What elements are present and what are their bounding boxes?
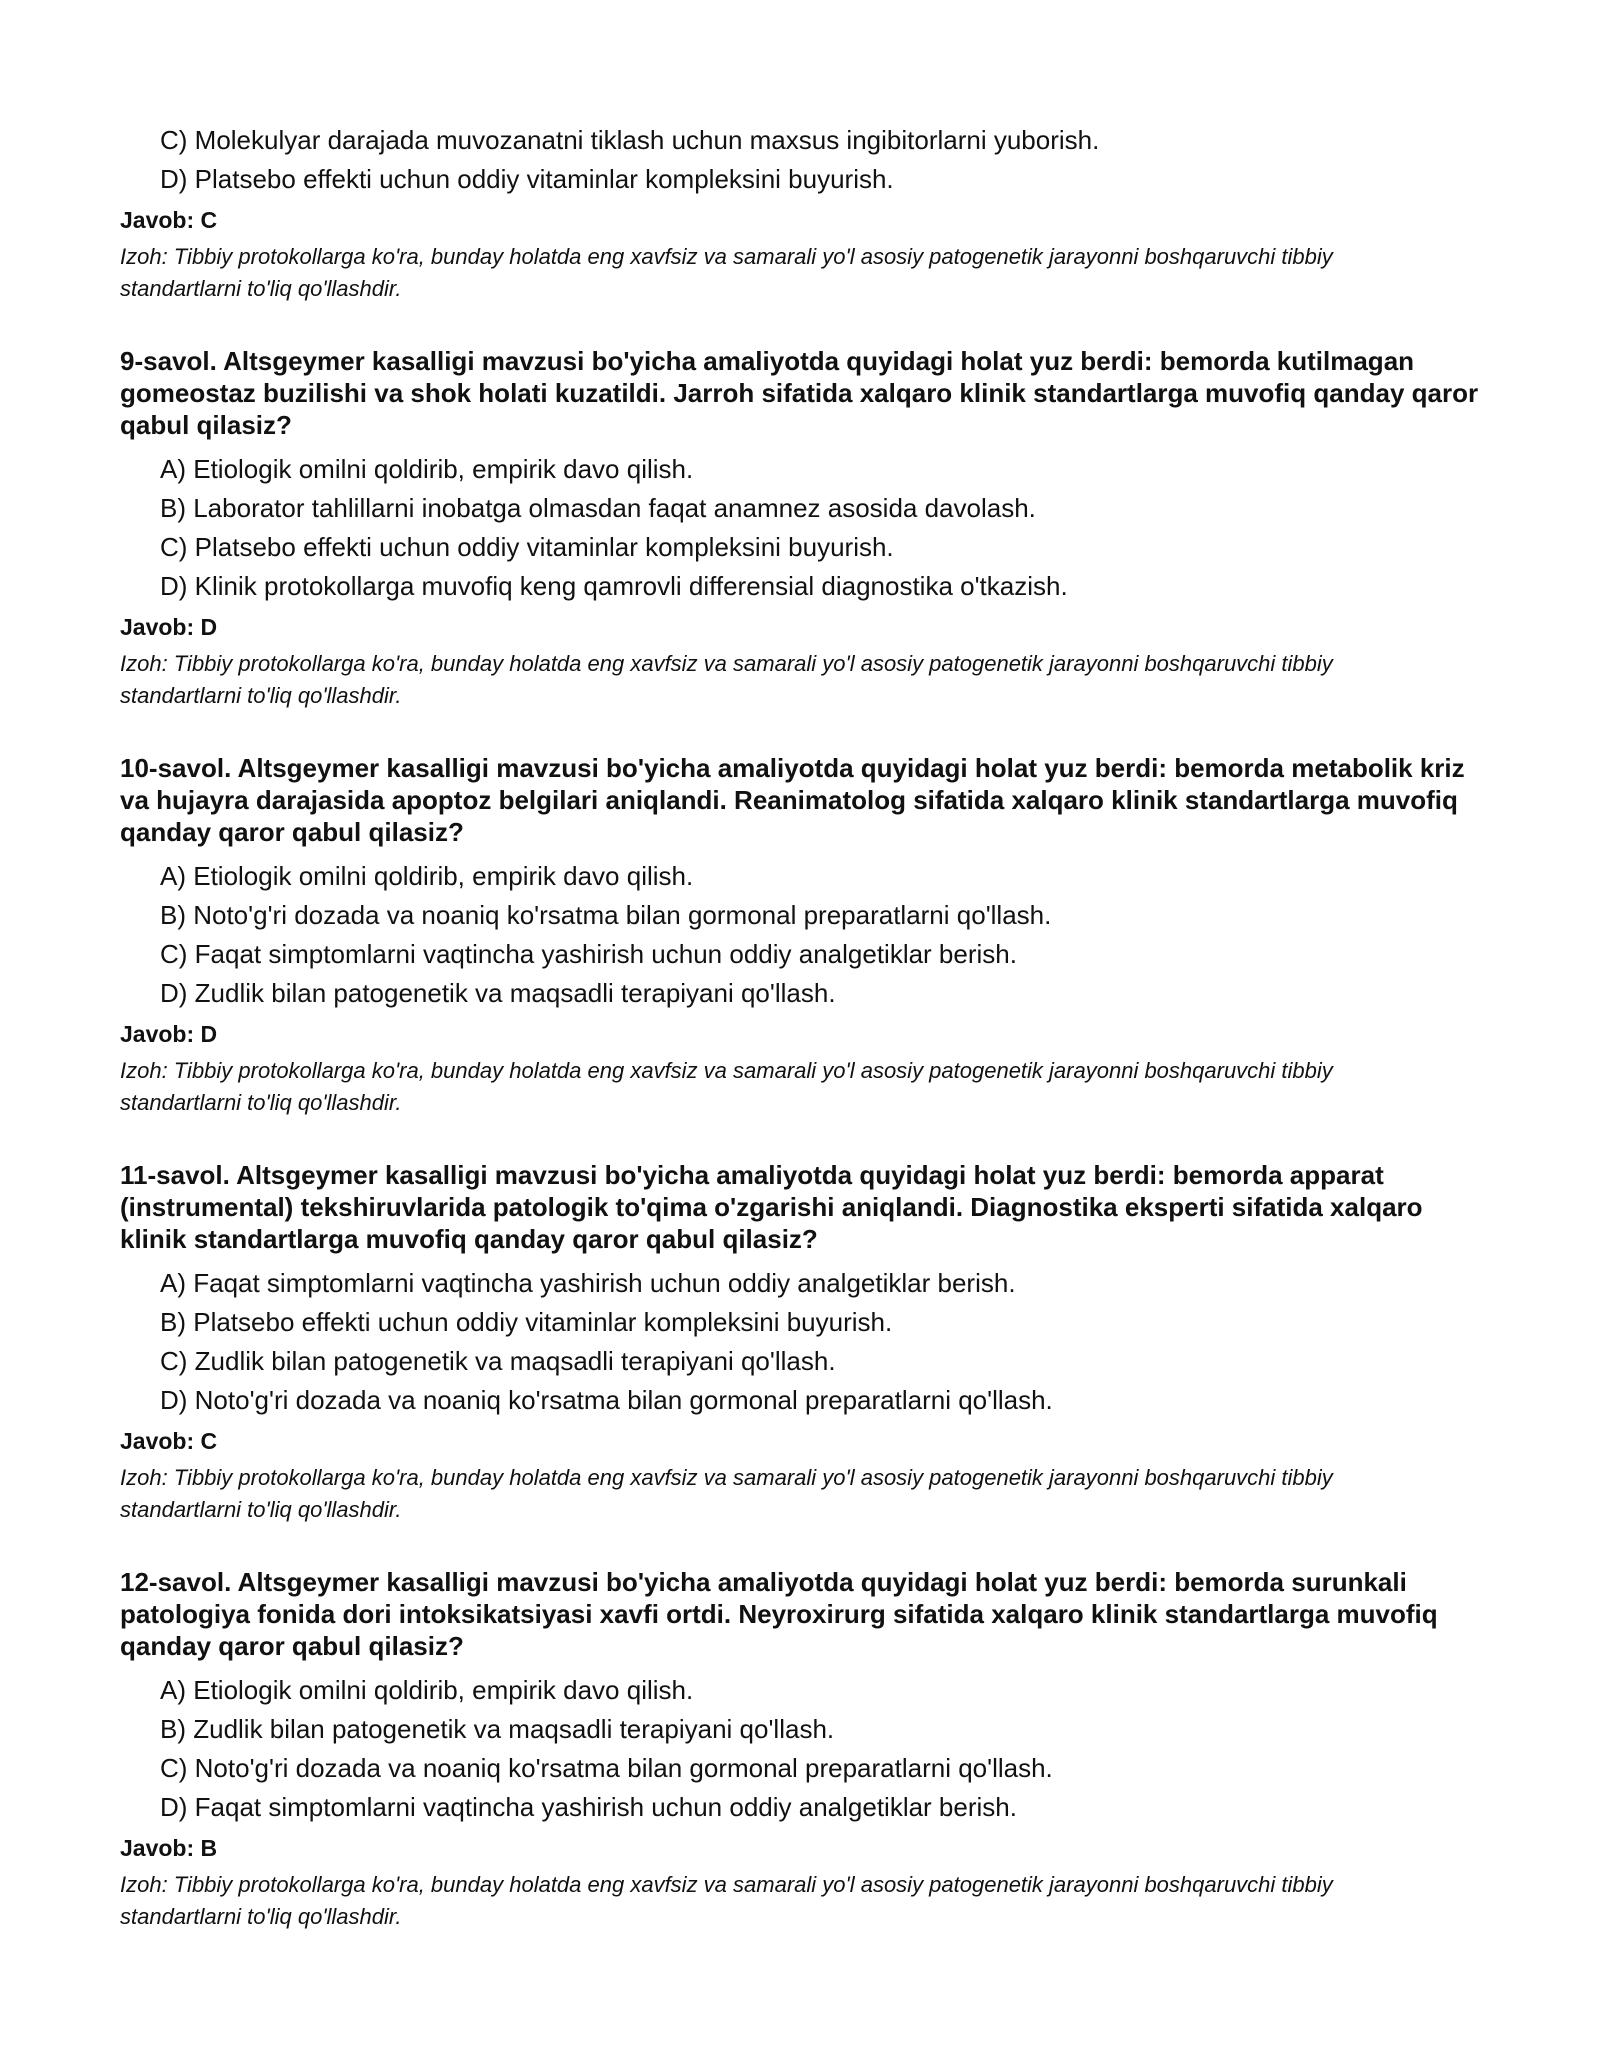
option-c: C) Platsebo effekti uchun oddiy vitaminlar kompleksini buyurish.: [160, 532, 894, 562]
answer-key: Javob: D: [120, 1021, 218, 1047]
option-a: A) Faqat simptomlarni vaqtincha yashirish uchun oddiy analgetiklar berish.: [160, 1268, 1016, 1298]
option-c: C) Noto'g'ri dozada va noaniq ko'rsatma bilan gormonal preparatlarni qo'llash.: [160, 1753, 1053, 1783]
question-12: [120, 1566, 1490, 1933]
option-c: C) Zudlik bilan patogenetik va maqsadli terapiyani qo'llash.: [160, 1346, 836, 1376]
option-a: A) Etiologik omilni qoldirib, empirik davo qilish.: [160, 1675, 694, 1705]
answer-options: [120, 450, 1490, 606]
option-d: D) Noto'g'ri dozada va noaniq ko'rsatma bilan gormonal preparatlarni qo'llash.: [160, 1385, 1053, 1415]
option-d: D) Faqat simptomlarni vaqtincha yashirish uchun oddiy analgetiklar berish.: [160, 1792, 1017, 1822]
question-title: 9-savol. Altsgeymer kasalligi mavzusi bo'yicha amaliyotda quyidagi holat yuz berdi: bemorda kutilmagan gomeostaz buzilishi va shok holati kuzatildi. Jarroh sifatida xalqaro klinik standartlarga muvofiq qanday qaror qabul qilasiz?: [120, 346, 1479, 440]
question-title: 12-savol. Altsgeymer kasalligi mavzusi bo'yicha amaliyotda quyidagi holat yuz berdi: bemorda surunkali patologiya fonida dori intoksikatsiyasi xavfi ortdi. Neyroxirurg sifatida xalqaro klinik standartlarga muvofiq qanday qaror qabul qilasiz?: [120, 1567, 1438, 1661]
option-a: A) Etiologik omilni qoldirib, empirik davo qilish.: [160, 454, 694, 484]
answer-options: [120, 1264, 1490, 1420]
question-8-continued: [120, 121, 1490, 305]
option-b: B) Noto'g'ri dozada va noaniq ko'rsatma bilan gormonal preparatlarni qo'llash.: [160, 900, 1052, 930]
option-b: B) Platsebo effekti uchun oddiy vitaminlar kompleksini buyurish.: [160, 1307, 893, 1337]
option-c: C) Molekulyar darajada muvozanatni tiklash uchun maxsus ingibitorlarni yuborish.: [160, 125, 1100, 155]
option-b: B) Zudlik bilan patogenetik va maqsadli terapiyani qo'llash.: [160, 1714, 835, 1744]
answer-options: [120, 1671, 1490, 1827]
option-a: A) Etiologik omilni qoldirib, empirik davo qilish.: [160, 861, 694, 891]
option-c: C) Faqat simptomlarni vaqtincha yashirish uchun oddiy analgetiklar berish.: [160, 939, 1017, 969]
question-title: 10-savol. Altsgeymer kasalligi mavzusi bo'yicha amaliyotda quyidagi holat yuz berdi: bemorda metabolik kriz va hujayra darajasida apoptoz belgilari aniqlandi. Reanimatolog sifatida xalqaro klinik standartlarga muvofiq qanday qaror qabul qilasiz?: [120, 753, 1465, 847]
option-d: D) Platsebo effekti uchun oddiy vitaminlar kompleksini buyurish.: [160, 164, 894, 194]
explanation-note: Izoh: Tibbiy protokollarga ko'ra, bunday holatda eng xavfsiz va samarali yo'l asosiy patogenetik jarayonni boshqaruvchi tibbiy standartlarni to'liq qo'llashdir.: [120, 1872, 1333, 1929]
answer-key: Javob: B: [120, 1835, 218, 1861]
answer-key: Javob: D: [120, 614, 218, 640]
option-d: D) Klinik protokollarga muvofiq keng qamrovli differensial diagnostika o'tkazish.: [160, 571, 1068, 601]
option-d: D) Zudlik bilan patogenetik va maqsadli terapiyani qo'llash.: [160, 978, 836, 1008]
answer-options: [120, 121, 1490, 199]
explanation-note: Izoh: Tibbiy protokollarga ko'ra, bunday holatda eng xavfsiz va samarali yo'l asosiy patogenetik jarayonni boshqaruvchi tibbiy standartlarni to'liq qo'llashdir.: [120, 244, 1333, 301]
explanation-note: Izoh: Tibbiy protokollarga ko'ra, bunday holatda eng xavfsiz va samarali yo'l asosiy patogenetik jarayonni boshqaruvchi tibbiy standartlarni to'liq qo'llashdir.: [120, 1465, 1333, 1522]
question-11: [120, 1159, 1490, 1526]
question-10: [120, 752, 1490, 1119]
question-title: 11-savol. Altsgeymer kasalligi mavzusi bo'yicha amaliyotda quyidagi holat yuz berdi: bemorda apparat (instrumental) tekshiruvlarida patologik to'qima o'zgarishi aniqlandi. Diagnostika eksperti sifatida xalqaro klinik standartlarga muvofiq qanday qaror qabul qilasiz?: [120, 1160, 1423, 1254]
answer-key: Javob: C: [120, 207, 218, 233]
question-9: [120, 345, 1490, 712]
option-b: B) Laborator tahlillarni inobatga olmasdan faqat anamnez asosida davolash.: [160, 493, 1036, 523]
answer-options: [120, 857, 1490, 1013]
explanation-note: Izoh: Tibbiy protokollarga ko'ra, bunday holatda eng xavfsiz va samarali yo'l asosiy patogenetik jarayonni boshqaruvchi tibbiy standartlarni to'liq qo'llashdir.: [120, 651, 1333, 708]
explanation-note: Izoh: Tibbiy protokollarga ko'ra, bunday holatda eng xavfsiz va samarali yo'l asosiy patogenetik jarayonni boshqaruvchi tibbiy standartlarni to'liq qo'llashdir.: [120, 1058, 1333, 1115]
answer-key: Javob: C: [120, 1428, 218, 1454]
